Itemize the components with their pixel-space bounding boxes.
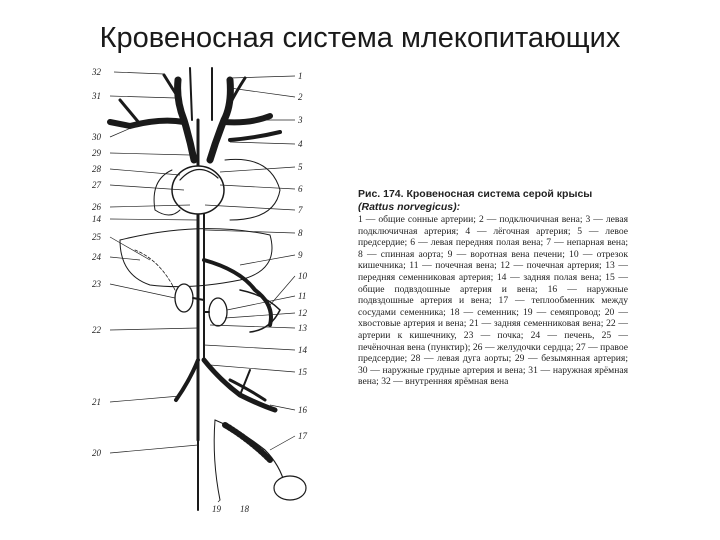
intestine-segment (240, 290, 280, 332)
label-19: 19 (212, 504, 221, 514)
numbers-left (91, 67, 102, 458)
circulatory-diagram (80, 60, 340, 520)
testis-outline (215, 420, 285, 485)
label-12: 12 (298, 308, 307, 318)
label-23: 23 (92, 279, 101, 289)
liver (120, 229, 272, 287)
iliac-left (176, 360, 198, 400)
label-29: 29 (92, 148, 101, 158)
label-13: 13 (298, 323, 307, 333)
label-3: 3 (298, 115, 303, 125)
vas-deferens (214, 420, 220, 500)
vessel-drawing (110, 68, 306, 510)
label-30: 30 (92, 132, 101, 142)
label-20: 20 (92, 448, 101, 458)
label-26: 26 (92, 202, 101, 212)
testis (274, 476, 306, 500)
left-subclavian (110, 121, 184, 126)
label-32: 32 (92, 67, 101, 77)
renal-left (193, 298, 204, 300)
right-subclavian (224, 116, 270, 122)
label-28: 28 (92, 164, 101, 174)
caption-body: 1 — общие сонные артерии; 2 — подключичная вена; 3 — левая подключичная артерия; 4 — лёгочная артерия; 5 — левое предсердие; 6 — левая передняя полая вена; 7 — непарная вена; 8 — спинная аорта; 9 — воротная вена печени; 10 — отрезок кишечника; 11 — почечная вена; 12 — почечная артерия; 13 — передняя семенниковая артерия; 14 — задняя полая вена; 15 — общие подвздошные артерия и вена; 16 — наружные подвздошные артерия и вена; 17 — теплообменник между сосудами семенника; 18 — семенник; 19 — семяпровод; 20 — хвостовые артерия и вена; 21 — задняя семенниковая вена; 22 — артерии к кишечнику, 23 — почка; 24 — печень, 25 — печёночная вена (пунктир); 26 — желудочки сердца; 27 — правое предсердие; 28 — левая дуга аорты; 29 — безымянная артерия; 30 — наружные грудные артерия и вена; 31 — наружная ярёмная вена; 32 — внутренняя ярёмная вена (358, 214, 628, 388)
label-9: 9 (298, 250, 303, 260)
label-4: 4 (298, 139, 303, 149)
label-17: 17 (298, 431, 307, 441)
page-title: Кровеносная система млекопитающих (99, 22, 621, 54)
label-15: 15 (298, 367, 307, 377)
label-22: 22 (92, 325, 101, 335)
label-27: 27 (92, 180, 101, 190)
carotid-left (190, 68, 192, 120)
numbers-right (297, 71, 308, 441)
label-11: 11 (298, 291, 307, 301)
thoracic-branch (120, 100, 140, 124)
label-24: 24 (92, 252, 101, 262)
label-16: 16 (298, 405, 307, 415)
circulatory-diagram-svg (80, 60, 340, 520)
label-31: 31 (92, 91, 101, 101)
label-21: 21 (92, 397, 101, 407)
figure-caption (358, 188, 628, 388)
label-14-left: 14 (92, 214, 101, 224)
label-1: 1 (298, 71, 303, 81)
caption-heading: Рис. 174. Кровеносная система серой крысы (358, 188, 593, 200)
label-6: 6 (298, 184, 303, 194)
label-10: 10 (298, 271, 307, 281)
pulmonary-branch (230, 132, 280, 140)
label-8: 8 (298, 228, 303, 238)
label-14-right: 14 (298, 345, 307, 355)
label-7: 7 (298, 205, 303, 215)
label-2: 2 (298, 92, 303, 102)
heat-exchanger (225, 425, 270, 460)
kidney-left (175, 284, 193, 312)
caption-latin-name: (Rattus norvegicus): (358, 201, 461, 213)
label-5: 5 (298, 162, 303, 172)
label-18: 18 (240, 504, 249, 514)
numbers-bottom (212, 500, 250, 514)
kidney-right (209, 298, 227, 326)
hepatic-vein (135, 250, 175, 290)
label-25: 25 (92, 232, 101, 242)
